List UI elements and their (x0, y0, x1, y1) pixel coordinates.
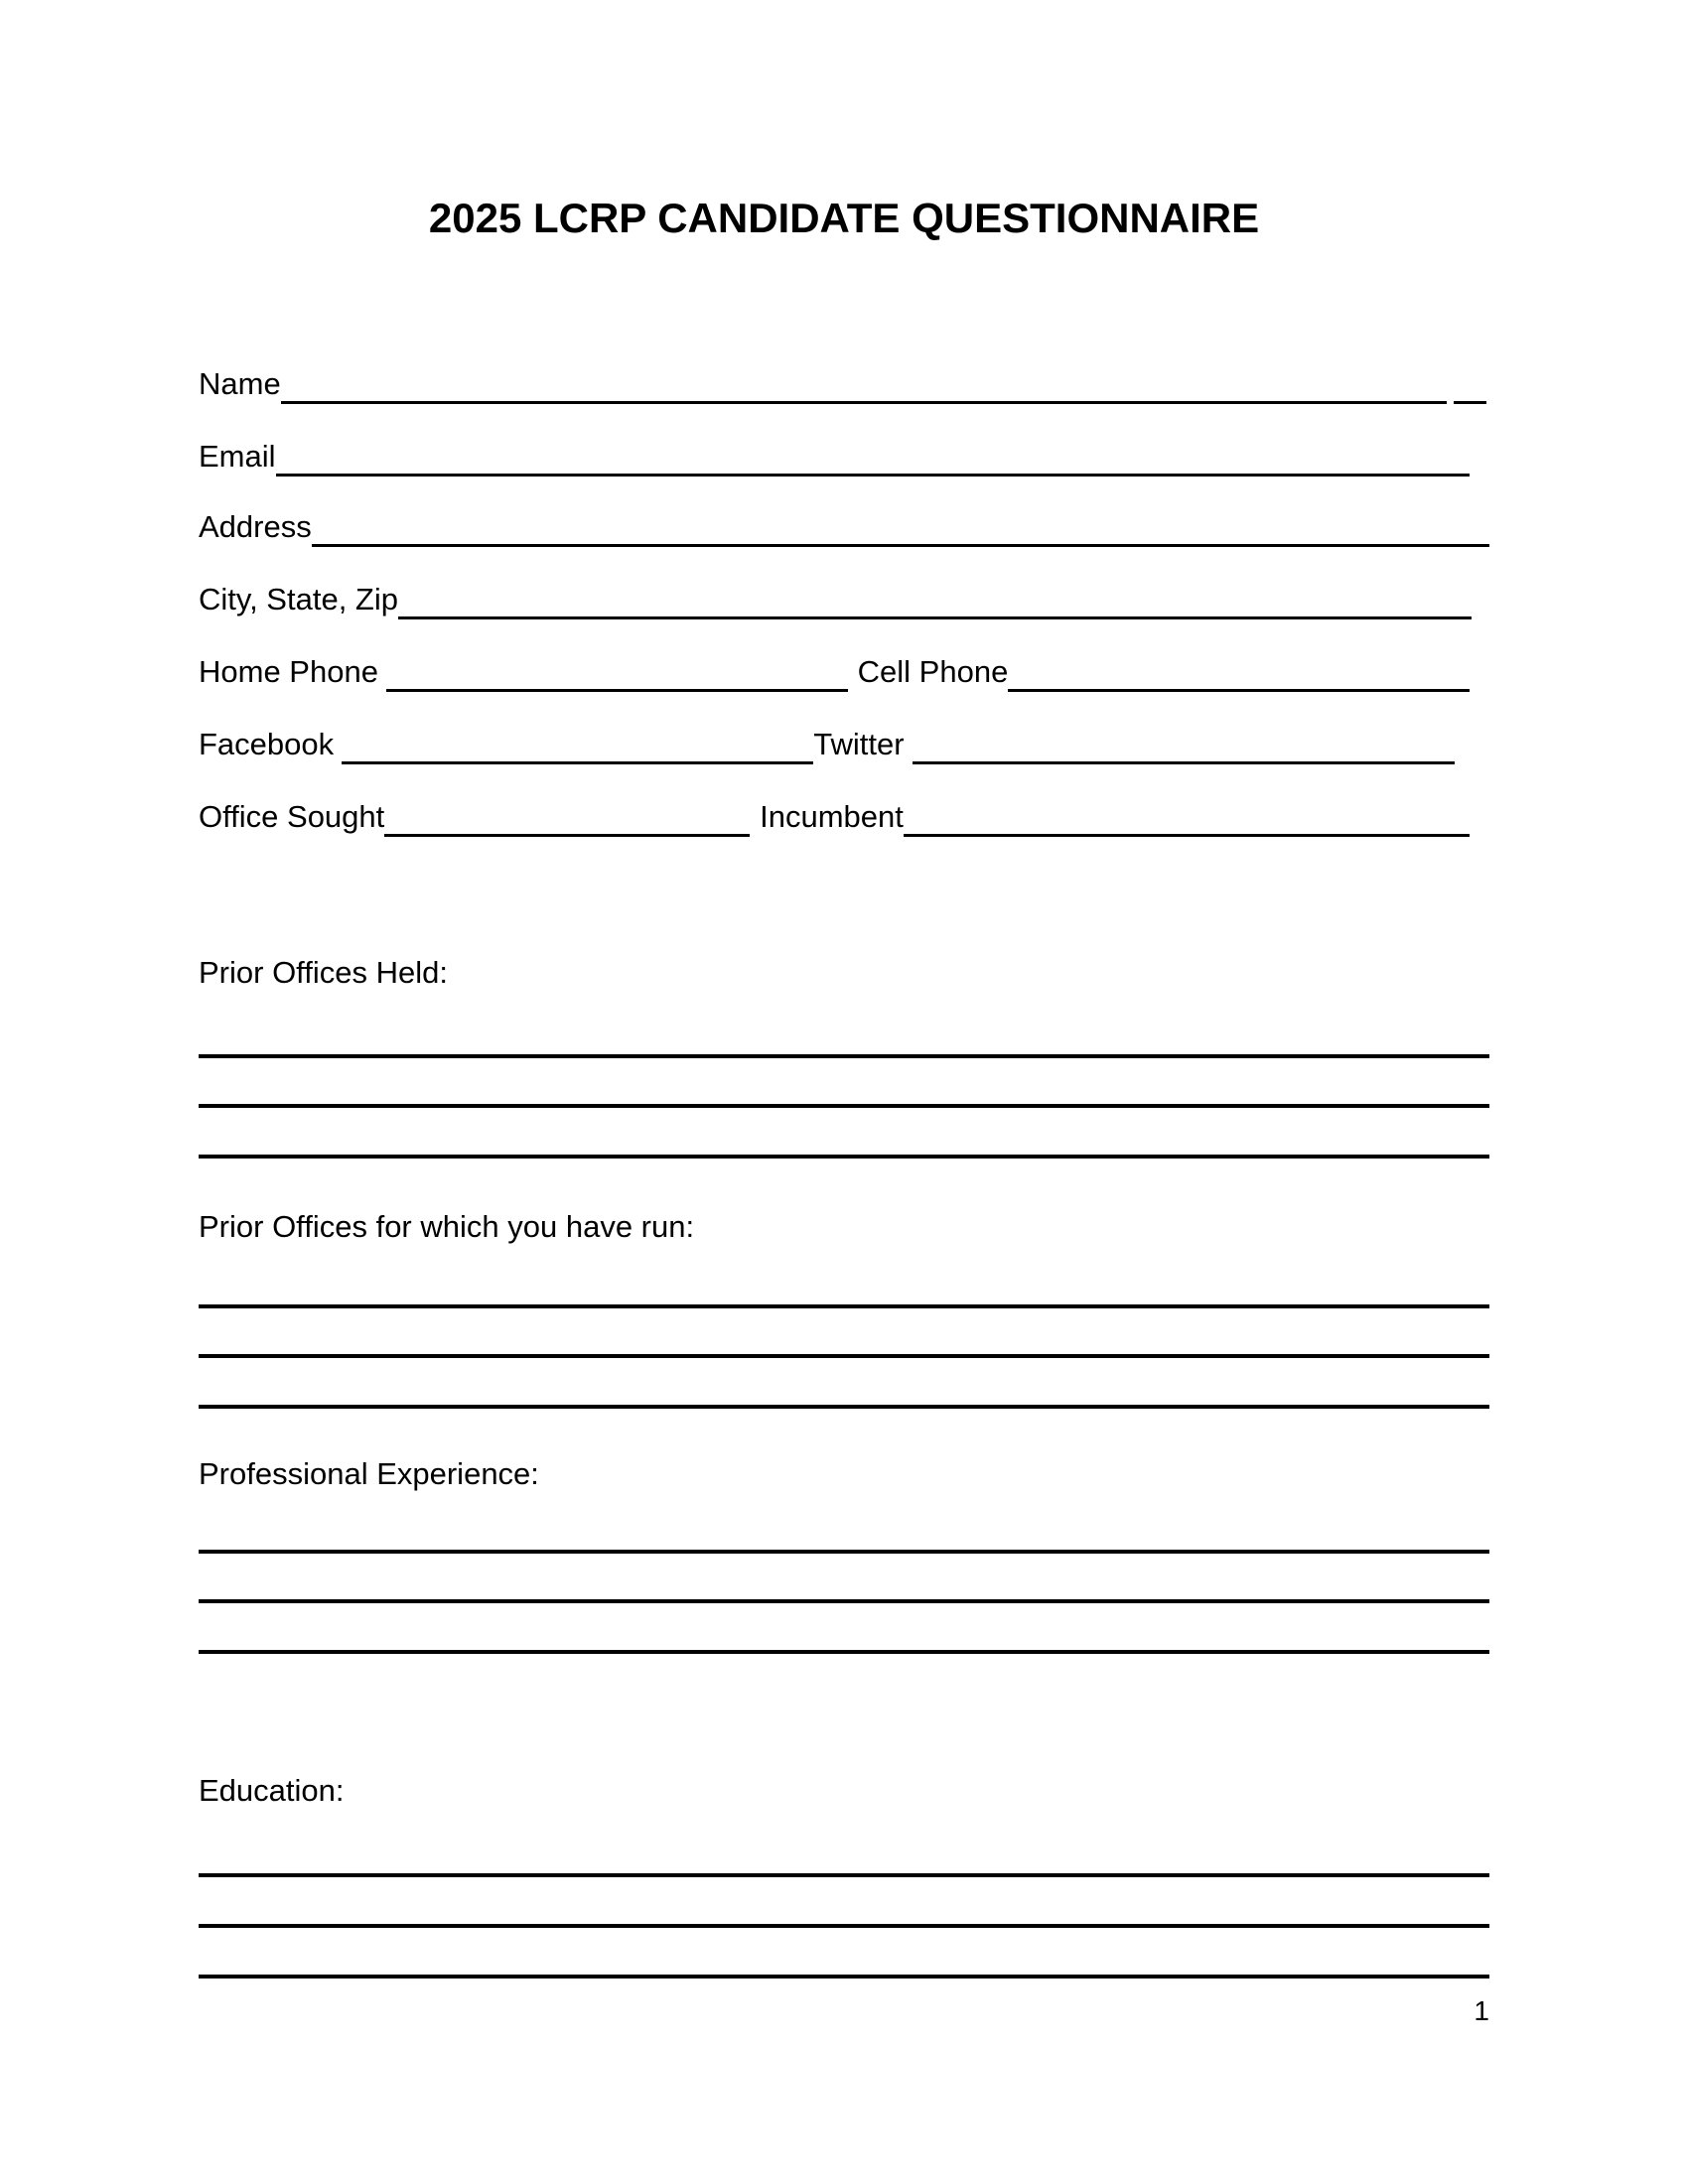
fill-line-twitter (913, 753, 1455, 764)
section-heading-education: Education: (199, 1773, 345, 1808)
write-in-line (199, 1550, 1489, 1554)
fill-line-address (312, 536, 1489, 547)
field-label-address: Address (199, 509, 312, 544)
field-label-home-phone: Home Phone (199, 654, 378, 689)
write-in-line (199, 1304, 1489, 1308)
section-heading-prior-offices-run: Prior Offices for which you have run: (199, 1209, 695, 1244)
write-in-line (199, 1650, 1489, 1654)
field-row-office (199, 791, 1470, 837)
fill-line-incumbent (904, 826, 1470, 837)
fill-line-city-state-zip (398, 609, 1472, 619)
write-in-line (199, 1354, 1489, 1358)
fill-line-home-phone (386, 681, 848, 692)
fill-line-name (281, 393, 1447, 404)
field-label-email: Email (199, 439, 276, 474)
field-label-cell-phone: Cell Phone (857, 654, 1009, 689)
fill-line-facebook (342, 753, 813, 764)
field-row-social (199, 719, 1455, 764)
field-label-facebook: Facebook (199, 727, 335, 761)
write-in-line (199, 1599, 1489, 1603)
field-label-incumbent: Incumbent (760, 799, 904, 834)
field-row-email (199, 431, 1470, 477)
field-label-office-sought: Office Sought (199, 799, 385, 834)
field-label-name: Name (199, 366, 281, 401)
write-in-line (199, 1924, 1489, 1928)
fill-line-name-end (1454, 393, 1486, 404)
write-in-line (199, 1054, 1489, 1058)
write-in-line (199, 1104, 1489, 1108)
write-in-line (199, 1405, 1489, 1409)
section-heading-professional-experience: Professional Experience: (199, 1456, 539, 1491)
field-label-twitter: Twitter (813, 727, 905, 761)
field-row-name (199, 358, 1486, 404)
section-heading-prior-offices-held: Prior Offices Held: (199, 955, 448, 990)
fill-line-office-sought (384, 826, 750, 837)
write-in-line (199, 1155, 1489, 1159)
field-row-city-state-zip (199, 574, 1472, 619)
write-in-line (199, 1873, 1489, 1877)
field-row-address (199, 501, 1489, 547)
fill-line-cell-phone (1008, 681, 1470, 692)
field-label-city-state-zip: City, State, Zip (199, 582, 398, 616)
document-title: 2025 LCRP CANDIDATE QUESTIONNAIRE (428, 195, 1260, 241)
field-row-phones (199, 646, 1470, 692)
write-in-line (199, 1975, 1489, 1979)
fill-line-email (276, 466, 1470, 477)
page-number: 1 (1474, 1995, 1489, 2026)
